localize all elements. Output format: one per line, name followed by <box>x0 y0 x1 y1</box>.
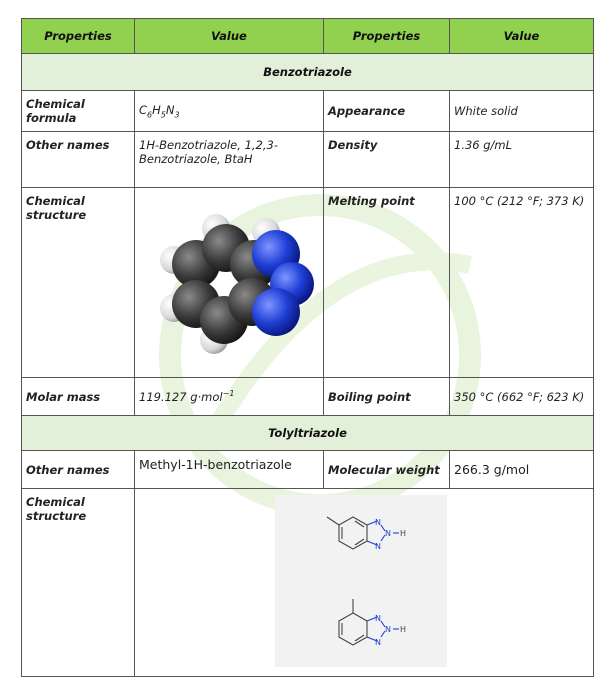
formula-value: $C_6H_5N_3$ <box>135 91 324 132</box>
melting-point-label: Melting point <box>324 188 450 378</box>
section-title-benzotriazole: Benzotriazole <box>22 54 594 91</box>
table-row <box>22 188 594 378</box>
table-row <box>22 91 594 132</box>
table-row <box>22 489 594 677</box>
formula-label: Chemical formula <box>22 91 135 132</box>
tolyltriazole-structure-image <box>275 495 447 667</box>
table-row <box>22 451 594 489</box>
svg-text:N: N <box>385 625 391 634</box>
other-names-value: 1H-Benzotriazole, 1,2,3-Benzotriazole, BtaH <box>135 132 324 188</box>
table-row <box>22 132 594 188</box>
density-label: Density <box>324 132 450 188</box>
section-row-tolyltriazole <box>22 416 594 451</box>
header-properties-2: Properties <box>324 19 450 54</box>
header-value-1: Value <box>135 19 324 54</box>
structure-label: Chemical structure <box>22 188 135 378</box>
molar-mass-value: 119.127 g·mol$^{-1}$ <box>135 378 324 416</box>
benzotriazole-molecule-image <box>144 202 314 362</box>
svg-text:H: H <box>400 529 407 538</box>
table-row <box>22 378 594 416</box>
svg-text:N: N <box>375 518 381 527</box>
svg-text:H: H <box>400 625 407 634</box>
tolyltriazole-structures-svg <box>275 495 447 667</box>
appearance-value: White solid <box>450 91 594 132</box>
molecular-weight-label: Molecular weight <box>324 451 450 489</box>
section-row-benzotriazole <box>22 54 594 91</box>
properties-table <box>21 18 594 677</box>
svg-text:N: N <box>385 529 391 538</box>
tolyl-structure-cell <box>135 489 594 677</box>
appearance-label: Appearance <box>324 91 450 132</box>
tolyl-other-names-value: Methyl-1H-benzotriazole <box>135 451 324 489</box>
boiling-point-label: Boiling point <box>324 378 450 416</box>
density-value: 1.36 g/mL <box>450 132 594 188</box>
header-value-2: Value <box>450 19 594 54</box>
melting-point-value: 100 °C (212 °F; 373 K) <box>450 188 594 378</box>
section-title-tolyltriazole: Tolyltriazole <box>22 416 594 451</box>
benzotriazole-structure-cell <box>135 188 324 378</box>
tolyl-other-names-label: Other names <box>22 451 135 489</box>
molecular-weight-value: 266.3 g/mol <box>450 451 594 489</box>
header-properties-1: Properties <box>22 19 135 54</box>
other-names-label: Other names <box>22 132 135 188</box>
table-header-row <box>22 19 594 54</box>
boiling-point-value: 350 °C (662 °F; 623 K) <box>450 378 594 416</box>
tolyl-structure-label: Chemical structure <box>22 489 135 677</box>
svg-text:N: N <box>375 542 381 551</box>
molar-mass-label: Molar mass <box>22 378 135 416</box>
svg-text:N: N <box>375 614 381 623</box>
svg-text:N: N <box>375 638 381 647</box>
